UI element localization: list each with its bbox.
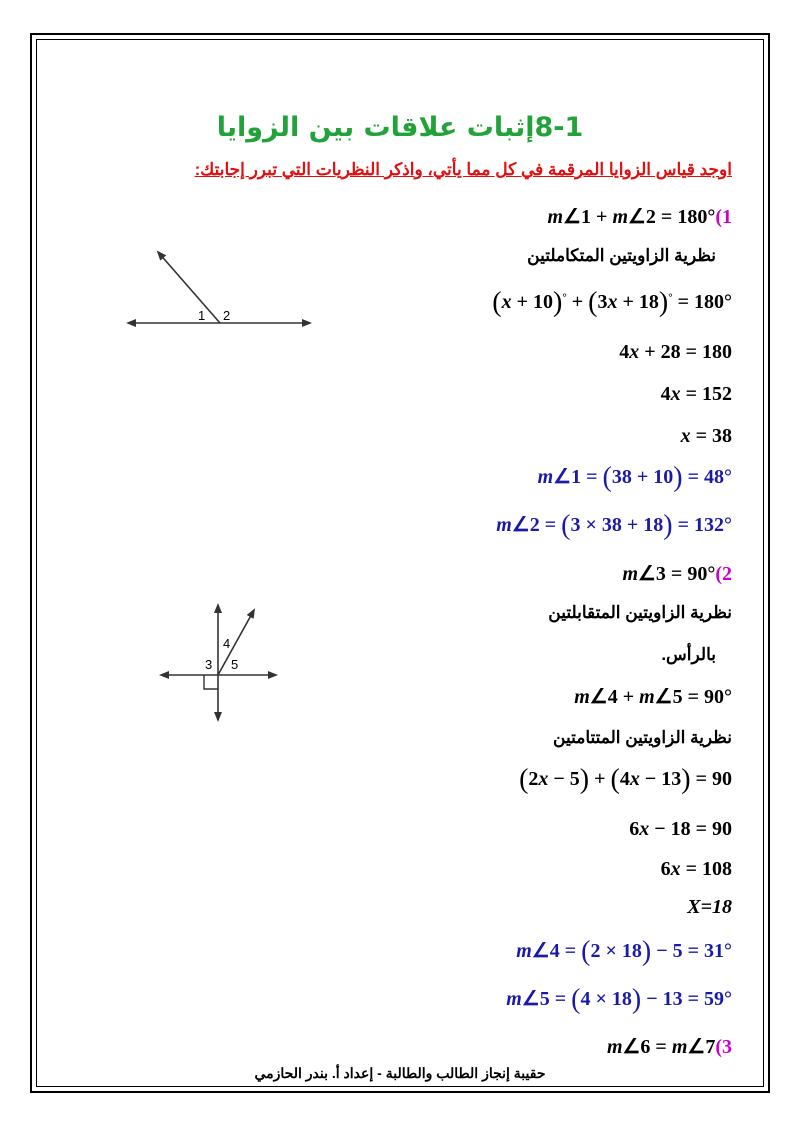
p1-diagram xyxy=(120,240,320,340)
p1-theorem: نظرية الزاويتين المتكاملتين xyxy=(527,246,716,265)
p2-equation-complementary: m∠4 + m∠5 = 90° xyxy=(574,686,732,708)
page-footer: حقيبة إنجاز الطالب والطالبة - إعداد أ. بندر الحازمي xyxy=(254,1065,546,1081)
p1-label-1: 1 xyxy=(198,308,206,323)
p2-label-4: 4 xyxy=(223,636,231,651)
page-title: 8-1إثبات علاقات بين الزوايا xyxy=(216,112,584,143)
p2-x-value: X=18 xyxy=(687,896,732,918)
p1-number: (1 xyxy=(715,206,732,228)
p2-right-angle-mark xyxy=(204,675,218,689)
p2-equation: m∠3 = 90°(2 xyxy=(622,563,732,585)
p1-ray xyxy=(158,252,220,323)
p2-theorem-vertical: نظرية الزاويتين المتقابلتين xyxy=(548,603,732,622)
p2-eq-setup: (2x − 5) + (4x − 13) = 90 xyxy=(519,764,732,795)
p2-label-5: 5 xyxy=(231,657,239,672)
p1-equation: m∠1 + m∠2 = 180°(1 xyxy=(547,206,732,228)
p1-step-1: 4x + 28 = 180 xyxy=(619,341,732,363)
p1-step-3: x = 38 xyxy=(680,425,732,447)
p1-step-2: 4x = 152 xyxy=(660,383,732,405)
p2-angle-5-result: m∠5 = (4 × 18) − 13 = 59° xyxy=(506,984,732,1015)
p1-eq-setup: (x + 10)° + (3x + 18)° = 180° xyxy=(492,287,732,318)
p2-step-2: 6x = 108 xyxy=(660,858,732,880)
p2-label-3: 3 xyxy=(205,657,213,672)
p3-equation: m∠6 = m∠7(3 xyxy=(606,1036,732,1058)
p2-number: (2 xyxy=(715,563,732,585)
p2-theorem-complementary: نظرية الزاويتين المتتامتين xyxy=(553,728,732,747)
p2-theorem-vertical-cont: بالرأس. xyxy=(661,645,716,664)
p2-angle-4-result: m∠4 = (2 × 18) − 5 = 31° xyxy=(516,936,732,967)
p1-angle-1-result: m∠1 = (38 + 10) = 48° xyxy=(537,462,732,493)
p1-angle-2-result: m∠2 = (3 × 38 + 18) = 132° xyxy=(496,510,732,541)
instruction-text: اوجد قياس الزوايا المرقمة في كل مما يأتي، واذكر النظريات التي تبرر إجابتك: xyxy=(194,160,732,179)
p3-number: (3 xyxy=(715,1036,732,1058)
p2-diagram xyxy=(158,600,283,725)
p2-step-1: 6x − 18 = 90 xyxy=(629,818,732,840)
p1-label-2: 2 xyxy=(223,308,231,323)
